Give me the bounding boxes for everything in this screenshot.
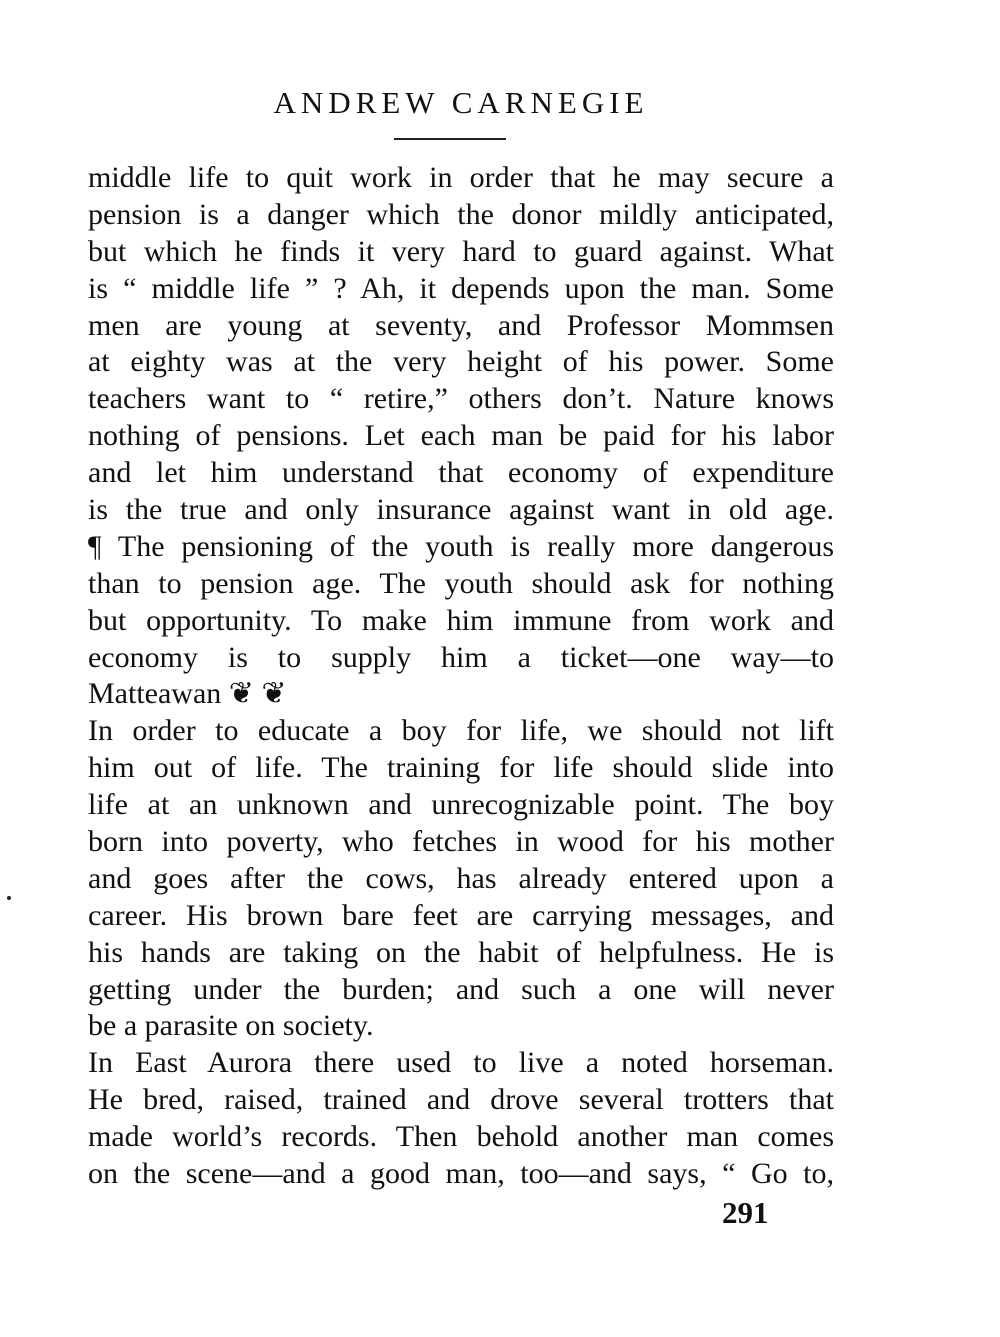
text-line: In East Aurora there used to live a noted horseman. — [88, 1046, 834, 1080]
text-line: nothing of pensions. Let each man be paid for his labor — [88, 419, 834, 453]
text-line: his hands are taking on the habit of helpfulness. He is — [88, 935, 834, 969]
text-line: career. His brown bare feet are carrying messages, and — [88, 898, 834, 932]
text-line: but opportunity. To make him immune from work and — [88, 603, 834, 637]
text-line: and let him understand that economy of expenditure — [88, 456, 834, 490]
text-line: men are young at seventy, and Professor Mommsen — [88, 308, 834, 342]
text-line: on the scene—and a good man, too—and says, “ Go to, — [88, 1157, 834, 1191]
text-line: Matteawan ❦ ❦ — [88, 677, 287, 711]
text-line: him out of life. The training for life should slide into — [88, 751, 834, 785]
text-line: economy is to supply him a ticket—one way—to — [88, 640, 834, 674]
text-line: life at an unknown and unrecognizable point. The boy — [88, 788, 834, 822]
text-line: made world’s records. Then behold another man comes — [88, 1120, 834, 1154]
text-line: be a parasite on society. — [88, 1009, 374, 1043]
text-line: ¶ The pensioning of the youth is really more dangerous — [88, 529, 834, 563]
page-number: 291 — [722, 1195, 769, 1230]
text-line: He bred, raised, trained and drove several trotters that — [88, 1083, 834, 1117]
text-line: is “ middle life ” ? Ah, it depends upon the man. Some — [88, 271, 834, 305]
text-line: born into poverty, who fetches in wood for his mother — [88, 825, 834, 859]
text-line: is the true and only insurance against want in old age. — [88, 493, 834, 527]
body-text — [88, 160, 834, 1193]
text-line: pension is a danger which the donor mildly anticipated, — [88, 197, 834, 231]
text-line: In order to educate a boy for life, we should not lift — [88, 714, 834, 748]
text-line: middle life to quit work in order that he may secure a — [88, 161, 834, 194]
text-line: but which he finds it very hard to guard against. What — [88, 234, 834, 268]
text-line: and goes after the cows, has already entered upon a — [88, 861, 834, 895]
text-line: than to pension age. The youth should ask for nothing — [88, 566, 834, 600]
text-line: teachers want to “ retire,” others don’t. Nature knows — [88, 382, 834, 416]
running-head: ANDREW CARNEGIE — [273, 85, 649, 120]
head-rule — [394, 138, 506, 140]
stray-ink-mark — [7, 896, 11, 900]
text-line: at eighty was at the very height of his power. Some — [88, 345, 834, 379]
text-line: getting under the burden; and such a one will never — [88, 972, 834, 1006]
